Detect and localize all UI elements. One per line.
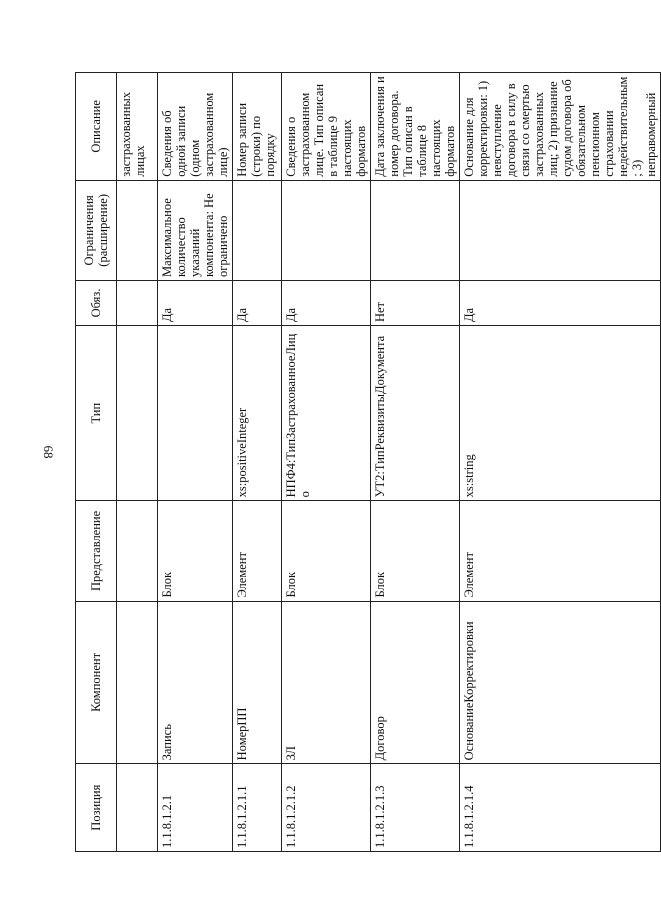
cell-type: УТ2:ТипРеквизитыДокумента — [371, 326, 460, 501]
cell-description: Дата заключения и номер договора. Тип описан в таблице 8 настоящих форматов — [371, 73, 460, 181]
cell-representation: Элемент — [233, 501, 282, 601]
cell-description: Сведения об одной записи (одном застрахованном лице) — [158, 73, 233, 181]
cell-required: Да — [233, 280, 282, 325]
cell-required: Нет — [371, 280, 460, 325]
cell-restrictions — [282, 180, 371, 280]
cell-representation: Блок — [371, 501, 460, 601]
cell-type: xs:string — [460, 326, 661, 501]
header-type: Тип — [76, 326, 117, 501]
cell-position: 1.1.8.1.2.1.3 — [371, 764, 460, 852]
header-restrictions: Ограничения (расширение) — [76, 180, 117, 280]
cell-position: 1.1.8.1.2.1.4 — [460, 764, 661, 852]
header-row — [76, 73, 117, 852]
cell-restrictions: Максимальное количество указаний компонента: Не ограничено — [158, 180, 233, 280]
table-row — [371, 73, 460, 852]
cell-restrictions — [233, 180, 282, 280]
table-container — [75, 72, 658, 852]
cell-representation: Блок — [158, 501, 233, 601]
cell-position: 1.1.8.1.2.1.1 — [233, 764, 282, 852]
table-row — [158, 73, 233, 852]
cell-component: ОснованиеКорректировки — [460, 601, 661, 764]
cell-required: Да — [158, 280, 233, 325]
continuation-row — [117, 73, 158, 852]
table-row — [233, 73, 282, 852]
cell-component: ЗЛ — [282, 601, 371, 764]
cell-description: Сведения о застрахованном лице. Тип описан в таблице 9 настоящих форматов — [282, 73, 371, 181]
table-row — [282, 73, 371, 852]
cell-position: 1.1.8.1.2.1.2 — [282, 764, 371, 852]
cell-representation: Блок — [282, 501, 371, 601]
cell-required: Да — [460, 280, 661, 325]
cell-type: НПФ4:ТипЗастрахованноеЛицо — [282, 326, 371, 501]
header-position: Позиция — [76, 764, 117, 852]
cell-representation: Элемент — [460, 501, 661, 601]
cell-restrictions — [371, 180, 460, 280]
cell-description: Номер записи (строки) по порядку — [233, 73, 282, 181]
specification-table — [75, 72, 661, 852]
continuation-description: застрахованных лицах — [117, 73, 158, 181]
page-number: 68 — [41, 445, 56, 459]
cell-type — [158, 326, 233, 501]
cell-description: Основание для корректировки: 1) невступление договора в силу в связи со смертью застрахованных лиц; 2) признание судом договора об обязательном пенсионном страховании недействительным; 3) неправомерный — [460, 73, 661, 181]
header-representation: Представление — [76, 501, 117, 601]
table-row — [460, 73, 661, 852]
cell-type: xs:positiveInteger — [233, 326, 282, 501]
header-required: Обяз. — [76, 280, 117, 325]
cell-component: Договор — [371, 601, 460, 764]
header-component: Компонент — [76, 601, 117, 764]
cell-component: Запись — [158, 601, 233, 764]
cell-component: НомерПП — [233, 601, 282, 764]
cell-restrictions — [460, 180, 661, 280]
cell-position: 1.1.8.1.2.1 — [158, 764, 233, 852]
cell-required: Да — [282, 280, 371, 325]
header-description: Описание — [76, 73, 117, 181]
